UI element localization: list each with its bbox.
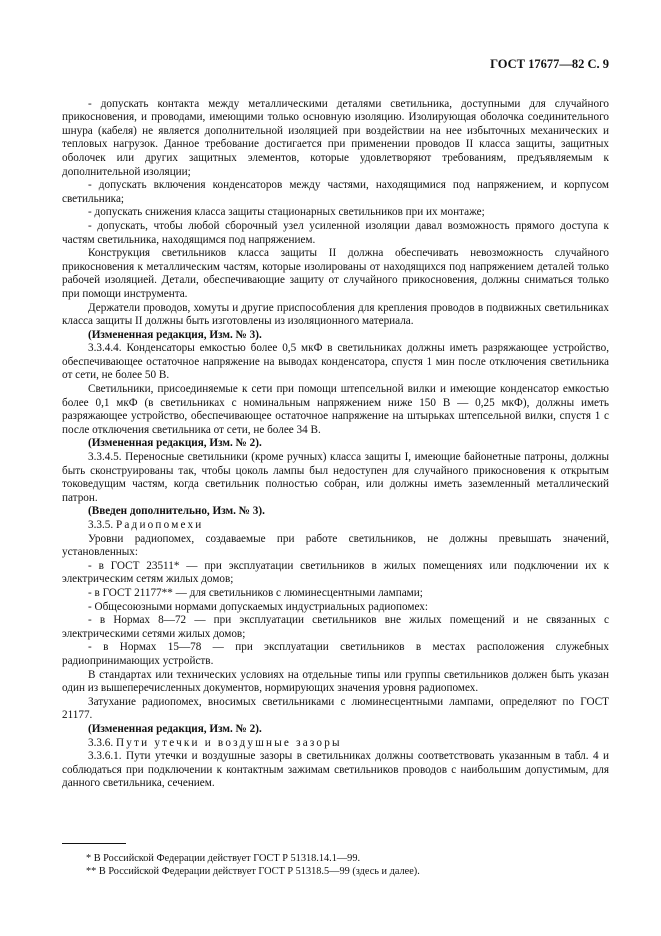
paragraph: 3.3.4.5. Переносные светильники (кроме ручных) класса защиты I, имеющие байонетные патроны, должны быть сконструированы так, чтобы цоколь лампы был недоступен для случайного прикосновения к открытым токоведущим частям, когда светильник полностью собран, или должны иметь заземленный металлический патрон. [62, 451, 609, 504]
paragraph: Светильники, присоединяемые к сети при помощи штепсельной вилки и имеющие конденсатор емкостью более 0,1 мкФ (в светильниках с номинальным напряжением ниже 150 В — 0,25 мкФ), должны иметь разряжающее устройство, обеспечивающее остаточное напряжение на штырьках штепсельной вилки, спустя 1 с после отключения светильника от сети, не более 34 В. [62, 383, 609, 436]
paragraph: Уровни радиопомех, создаваемые при работе светильников, не должны превышать значений, установленных: [62, 532, 609, 559]
amendment-note: (Введен дополнительно, Изм. № 3). [88, 505, 265, 518]
paragraph: В стандартах или технических условиях на отдельные типы или группы светильников должен быть указан один из вышеперечисленных документов, нормирующих значения уровня радиопомех. [62, 668, 609, 695]
paragraph: Держатели проводов, хомуты и другие приспособления для крепления проводов в подвижных светильниках класса защиты II должны быть изготовлены из изоляционного материала. [62, 301, 609, 328]
paragraph: 3.3.4.4. Конденсаторы емкостью более 0,5 мкФ в светильниках должны иметь разряжающее устройство, обеспечивающее остаточное напряжение на выводах конденсатора, спустя 1 мин после отключения светильника от сети, не более 50 В. [62, 342, 609, 382]
section-title: Радиопомехи [115, 519, 204, 531]
list-item: - Общесоюзными нормами допускаемых индустриальных радиопомех: [88, 600, 428, 613]
section-number: 3.3.5. [88, 519, 114, 531]
section-number: 3.3.6. [88, 736, 114, 749]
amendment-note: (Измененная редакция, Изм. № 2). [88, 722, 262, 735]
section-heading-creepage [62, 737, 609, 751]
amendment-note: (Измененная редакция, Изм. № 3). [88, 328, 262, 341]
paragraph: Конструкция светильников класса защиты II должна обеспечивать невозможность случайного прикосновения к металлическим частям, которые изолированы от находящихся под напряжением деталей только рабочей изоляцией. Детали, обеспечивающие защиту от случайного прикосновения, должны сниматься только при помощи инструмента. [62, 247, 609, 300]
paragraph: 3.3.6.1. Пути утечки и воздушные зазоры в светильниках должны соответствовать указанным в табл. 4 и соблюдаться при подключении к контактным зажимам светильников проводов с наибольшим допустимым, для данного светильника, сечением. [62, 750, 609, 790]
page-header: ГОСТ 17677—82 С. 9 [490, 57, 609, 71]
list-item: - в Нормах 15—78 — при эксплуатации светильников в местах расположения служебных радиопринимающих устройств. [62, 641, 609, 667]
section-title: Пути утечки и воздушные зазоры [115, 736, 342, 749]
document-body [62, 98, 609, 791]
footnotes [62, 852, 609, 879]
footnote: ** В Российской Федерации действует ГОСТ Р 51318.5—99 (здесь и далее). [86, 866, 420, 878]
paragraph: Затухание радиопомех, вносимых светильниками с люминесцентными лампами, определяют по ГОСТ 21177. [62, 695, 609, 722]
footnote-divider [62, 843, 126, 844]
section-heading-radio-interference [62, 519, 609, 533]
paragraph: - допускать включения конденсаторов между частями, находящимися под напряжением, и корпусом светильника; [62, 179, 609, 205]
paragraph: - допускать контакта между металлическими деталями светильника, доступными для случайного прикосновения, и проводами, имеющими только основную изоляцию. Изолирующая оболочка соединительного шнура (кабеля) не является дополнительной изоляцией при воздействии на нее избыточных механических и тепловых нагрузок. Данное требование достигается при применении проводов II класса защиты, защитных оболочек или других защитных элементов, которые удовлетворяют требованиям, предъявляемым к дополнительной изоляции; [62, 97, 609, 178]
footnote: * В Российской Федерации действует ГОСТ Р 51318.14.1—99. [86, 852, 361, 864]
paragraph: - допускать, чтобы любой сборочный узел усиленной изоляции давал возможность прямого доступа к частям светильника, находящимся под напряжением. [62, 219, 609, 246]
list-item: - в ГОСТ 21177** — для светильников с люминесцентными лампами; [88, 586, 423, 599]
paragraph: - допускать снижения класса защиты стационарных светильников при их монтаже; [88, 206, 485, 219]
amendment-note: (Измененная редакция, Изм. № 2). [88, 437, 262, 450]
list-item: - в ГОСТ 23511* — при эксплуатации светильников в жилых помещениях или подключении их к электрическим сетям жилых домов; [62, 559, 609, 586]
list-item: - в Нормах 8—72 — при эксплуатации светильников вне жилых помещений и не связанных с электрическими сетями жилых домов; [62, 614, 609, 640]
